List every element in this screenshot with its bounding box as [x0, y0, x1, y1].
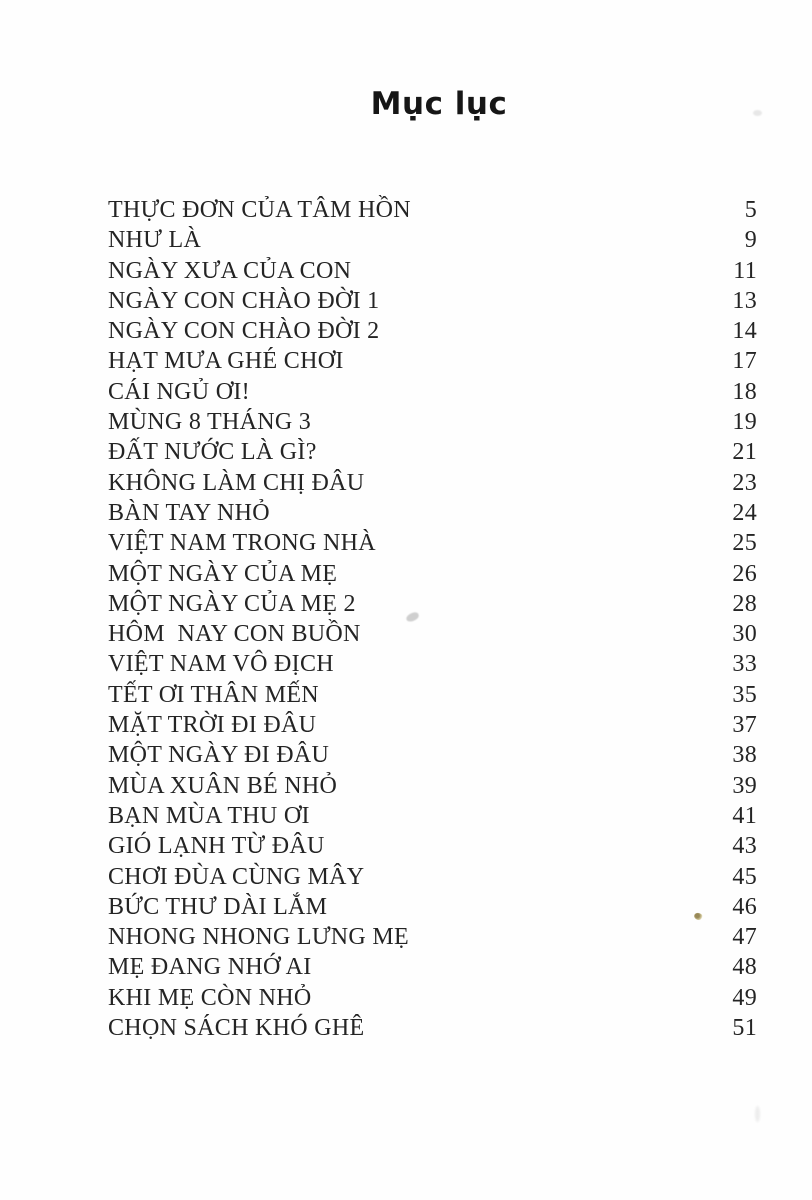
- toc-entry-page: 23: [732, 469, 757, 496]
- toc-entry-page: 47: [732, 924, 757, 951]
- toc-entry-page: 21: [732, 439, 757, 466]
- toc-list: [108, 195, 757, 1043]
- toc-entry-page: 30: [732, 621, 757, 648]
- toc-row: [108, 407, 757, 437]
- toc-entry-title: CÁI NGỦ ƠI!: [108, 378, 250, 405]
- toc-entry-page: 13: [732, 287, 757, 314]
- toc-entry-page: 26: [732, 560, 757, 587]
- toc-entry-title: KHI MẸ CÒN NHỎ: [108, 984, 312, 1011]
- toc-row: [108, 649, 757, 679]
- toc-row: [108, 740, 757, 770]
- page-title: Mục lục: [370, 86, 508, 122]
- toc-row: [108, 256, 757, 286]
- toc-entry-title: NHƯ LÀ: [108, 227, 202, 254]
- toc-entry-page: 43: [732, 833, 757, 860]
- toc-entry-title: BÀN TAY NHỎ: [108, 499, 270, 526]
- toc-row: [108, 862, 757, 892]
- toc-row: [108, 801, 757, 831]
- toc-row: [108, 892, 757, 922]
- toc-row: [108, 346, 757, 376]
- toc-entry-title: MỘT NGÀY CỦA MẸ 2: [108, 590, 356, 617]
- toc-entry-page: 5: [744, 197, 757, 223]
- toc-entry-page: 18: [732, 378, 757, 405]
- toc-row: [108, 831, 757, 861]
- toc-row: [108, 922, 757, 952]
- toc-row: [108, 195, 757, 225]
- toc-entry-title: HẠT MƯA GHÉ CHƠI: [108, 348, 344, 375]
- toc-entry-page: 24: [732, 499, 757, 526]
- toc-row: [108, 528, 757, 558]
- toc-entry-page: 51: [732, 1015, 757, 1042]
- toc-entry-page: 41: [732, 802, 757, 829]
- toc-entry-title: GIÓ LẠNH TỪ ĐÂU: [108, 833, 325, 860]
- toc-entry-title: BẠN MÙA THU ƠI: [108, 802, 310, 829]
- toc-entry-page: 46: [732, 893, 757, 920]
- toc-entry-title: CHỌN SÁCH KHÓ GHÊ: [108, 1015, 365, 1042]
- toc-entry-title: MÙA XUÂN BÉ NHỎ: [108, 772, 338, 799]
- toc-entry-title: VIỆT NAM VÔ ĐỊCH: [108, 651, 334, 678]
- toc-entry-page: 33: [732, 651, 757, 678]
- scan-speck: [755, 1106, 760, 1122]
- toc-entry-page: 49: [732, 984, 757, 1011]
- toc-entry-title: NGÀY XƯA CỦA CON: [108, 257, 352, 284]
- toc-row: [108, 589, 757, 619]
- toc-entry-page: 39: [732, 772, 757, 799]
- toc-row: [108, 1013, 757, 1043]
- toc-row: [108, 619, 757, 649]
- toc-entry-page: 38: [732, 742, 757, 769]
- toc-row: [108, 225, 757, 255]
- toc-row: [108, 498, 757, 528]
- toc-entry-page: 28: [732, 590, 757, 617]
- toc-entry-page: 17: [732, 348, 757, 375]
- toc-entry-title: KHÔNG LÀM CHỊ ĐÂU: [108, 469, 365, 496]
- toc-entry-title: VIỆT NAM TRONG NHÀ: [108, 530, 376, 557]
- toc-row: [108, 559, 757, 589]
- toc-row: [108, 952, 757, 982]
- toc-entry-page: 48: [732, 954, 757, 981]
- toc-entry-title: CHƠI ĐÙA CÙNG MÂY: [108, 863, 365, 890]
- toc-entry-title: MÙNG 8 THÁNG 3: [108, 409, 312, 436]
- toc-row: [108, 316, 757, 346]
- toc-entry-page: 9: [744, 227, 757, 254]
- toc-entry-title: ĐẤT NƯỚC LÀ GÌ?: [108, 439, 317, 466]
- toc-entry-title: NGÀY CON CHÀO ĐỜI 1: [108, 287, 380, 314]
- toc-entry-page: 11: [733, 257, 757, 284]
- toc-entry-page: 45: [732, 863, 757, 890]
- toc-entry-title: HÔM NAY CON BUỒN: [108, 621, 361, 648]
- toc-row: [108, 983, 757, 1013]
- toc-row: [108, 680, 757, 710]
- toc-entry-page: 14: [732, 318, 757, 345]
- toc-row: [108, 771, 757, 801]
- toc-entry-title: MỘT NGÀY CỦA MẸ: [108, 560, 338, 587]
- toc-entry-title: MỘT NGÀY ĐI ĐÂU: [108, 742, 330, 769]
- toc-row: [108, 437, 757, 467]
- toc-entry-title: BỨC THƯ DÀI LẮM: [108, 893, 328, 920]
- toc-entry-title: NGÀY CON CHÀO ĐỜI 2: [108, 318, 380, 345]
- toc-entry-title: TẾT ƠI THÂN MẾN: [108, 681, 319, 708]
- toc-row: [108, 468, 757, 498]
- toc-row: [108, 710, 757, 740]
- toc-entry-page: 35: [732, 681, 757, 708]
- toc-entry-page: 19: [732, 409, 757, 436]
- toc-entry-title: MẶT TRỜI ĐI ĐÂU: [108, 712, 317, 739]
- toc-row: [108, 377, 757, 407]
- toc-entry-title: MẸ ĐANG NHỚ AI: [108, 954, 312, 981]
- toc-entry-page: 25: [732, 530, 757, 557]
- toc-entry-title: THỰC ĐƠN CỦA TÂM HỒN: [108, 197, 411, 223]
- toc-entry-page: 37: [732, 712, 757, 739]
- toc-row: [108, 286, 757, 316]
- toc-entry-title: NHONG NHONG LƯNG MẸ: [108, 924, 409, 951]
